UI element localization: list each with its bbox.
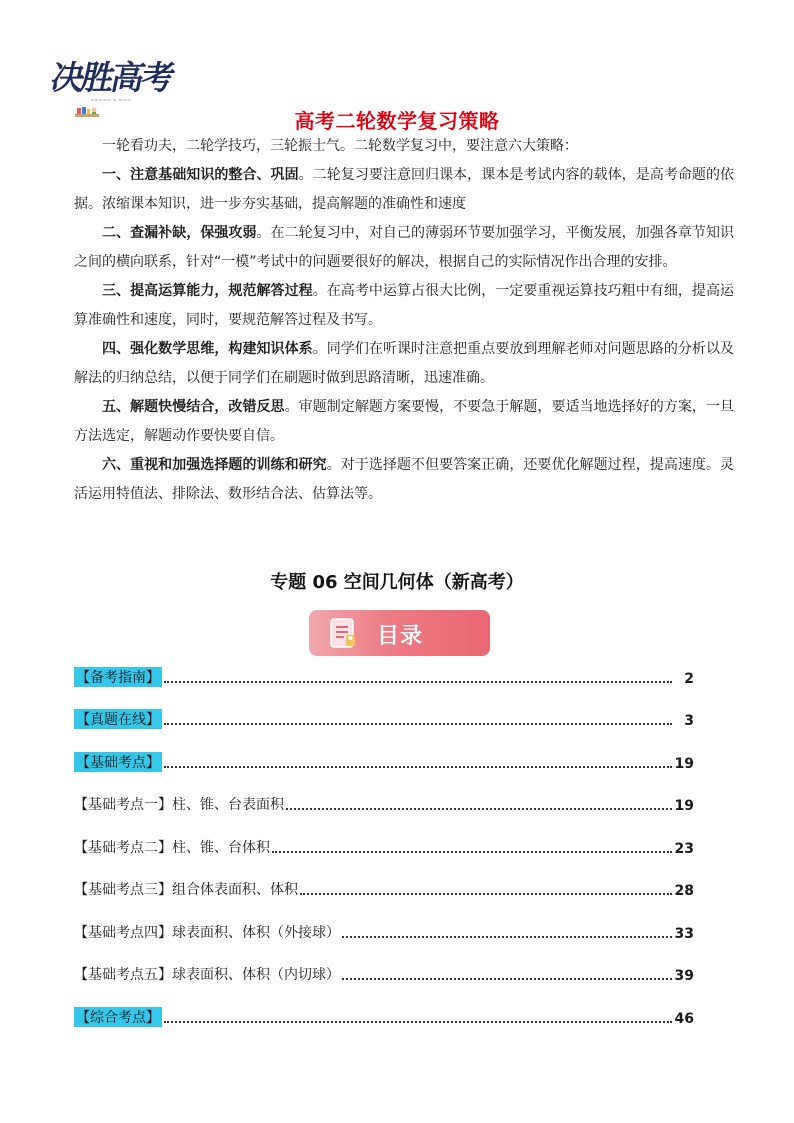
toc-item-kaodian-3[interactable] xyxy=(74,875,694,899)
toc-item-page: 39 xyxy=(674,968,694,984)
strategy-6-body: 。对于选择题不但要答案正确，还要优化解题过程，提高速度。灵活运用特值法、排除法、数形结合法、估算法等。 xyxy=(74,457,735,502)
toc-item-kaodian-2[interactable] xyxy=(74,833,694,857)
toc-leader-dots xyxy=(164,667,672,683)
toc-leader-dots xyxy=(164,709,672,725)
toc-leader-dots xyxy=(164,1007,672,1023)
toc-item-zhenti-zaixian[interactable] xyxy=(74,705,694,729)
toc-item-page: 19 xyxy=(674,756,694,772)
toc-item-kaodian-5[interactable] xyxy=(74,960,694,984)
toc-banner xyxy=(309,610,490,656)
toc-leader-dots xyxy=(286,794,672,810)
toc-label: 目录 xyxy=(377,624,424,649)
toc-item-label: 【基础考点一】柱、锥、台表面积 xyxy=(74,797,284,813)
toc-item-label: 【基础考点五】球表面积、体积（内切球） xyxy=(74,967,340,983)
toc-item-page: 3 xyxy=(684,713,694,729)
toc-leader-dots xyxy=(272,837,672,853)
toc-item-page: 33 xyxy=(674,926,694,942)
strategy-2-head: 二、查漏补缺，保强攻弱 xyxy=(102,225,257,241)
toc-leader-dots xyxy=(342,964,672,980)
logo-tagline-scribble: ~~~~~ ~ ~~~ xyxy=(90,98,131,104)
strategy-4-head: 四、强化数学思维，构建知识体系 xyxy=(102,341,313,357)
toc-item-page: 19 xyxy=(674,798,694,814)
toc-item-page: 28 xyxy=(674,883,694,899)
strategy-5 xyxy=(74,393,734,451)
toc-item-page: 23 xyxy=(674,841,694,857)
strategy-5-body: 。审题制定解题方案要慢，不要急于解题，要适当地选择好的方案，一旦方法选定，解题动作要快要自信。 xyxy=(74,399,735,444)
document-icon xyxy=(329,617,359,649)
strategy-2-body: 。在二轮复习中，对自己的薄弱环节要加强学习，平衡发展，加强各章节知识之间的横向联系，针对“一模”考试中的问题要很好的解决，根据自己的实际情况作出合理的安排。 xyxy=(74,225,734,270)
intro-section xyxy=(74,132,734,509)
toc-item-page: 2 xyxy=(684,671,694,687)
strategy-4 xyxy=(74,335,734,393)
toc-leader-dots xyxy=(300,879,672,895)
toc-item-zonghe-kaodian[interactable] xyxy=(74,1003,694,1027)
toc-item-label: 【基础考点四】球表面积、体积（外接球） xyxy=(74,925,340,941)
topic-title: 专题 06 空间几何体（新高考） xyxy=(270,572,524,593)
toc-item-jichu-kaodian[interactable] xyxy=(74,748,694,772)
strategy-6-head: 六、重视和加强选择题的训练和研究 xyxy=(102,457,327,473)
toc-item-label: 【基础考点三】组合体表面积、体积 xyxy=(74,882,298,898)
strategy-4-body: 。同学们在听课时注意把重点要放到理解老师对问题思路的分析以及解法的归纳总结，以便于同学们在刷题时做到思路清晰，迅速准确。 xyxy=(74,341,735,386)
toc-leader-dots xyxy=(164,752,672,768)
strategy-3-head: 三、提高运算能力，规范解答过程 xyxy=(102,283,313,299)
toc-item-label: 【基础考点二】柱、锥、台体积 xyxy=(74,840,270,856)
toc-item-kaodian-4[interactable] xyxy=(74,918,694,942)
toc-item-page: 46 xyxy=(674,1011,694,1027)
toc-item-label: 【真题在线】 xyxy=(74,709,162,729)
toc-item-beikao-zhinan[interactable] xyxy=(74,663,694,687)
main-title: 高考二轮数学复习策略 xyxy=(294,109,500,133)
toc-leader-dots xyxy=(342,922,672,938)
strategy-3 xyxy=(74,277,734,335)
strategy-1-head: 一、注意基础知识的整合、巩固 xyxy=(102,167,299,183)
toc-item-label: 【基础考点】 xyxy=(74,752,162,772)
toc-item-kaodian-1[interactable] xyxy=(74,790,694,814)
strategy-2 xyxy=(74,219,734,277)
toc-item-label: 【备考指南】 xyxy=(74,667,162,687)
strategy-1 xyxy=(74,161,734,219)
strategy-5-head: 五、解题快慢结合，改错反思 xyxy=(102,399,285,415)
strategy-3-body: 。在高考中运算占很大比例，一定要重视运算技巧粗中有细，提高运算准确性和速度，同时，要规范解答过程及书写。 xyxy=(74,283,735,328)
toc-item-label: 【综合考点】 xyxy=(74,1007,162,1027)
logo-text: 决胜高考 xyxy=(47,58,176,97)
strategy-6 xyxy=(74,451,734,509)
intro-lead: 一轮看功夫，二轮学技巧，三轮振士气。二轮数学复习中，要注意六大策略： xyxy=(102,138,578,154)
strategy-1-body: 。二轮复习要注意回归课本，课本是考试内容的载体，是高考命题的依据。浓缩课本知识，进一步夯实基础，提高解题的准确性和速度 xyxy=(74,167,735,212)
